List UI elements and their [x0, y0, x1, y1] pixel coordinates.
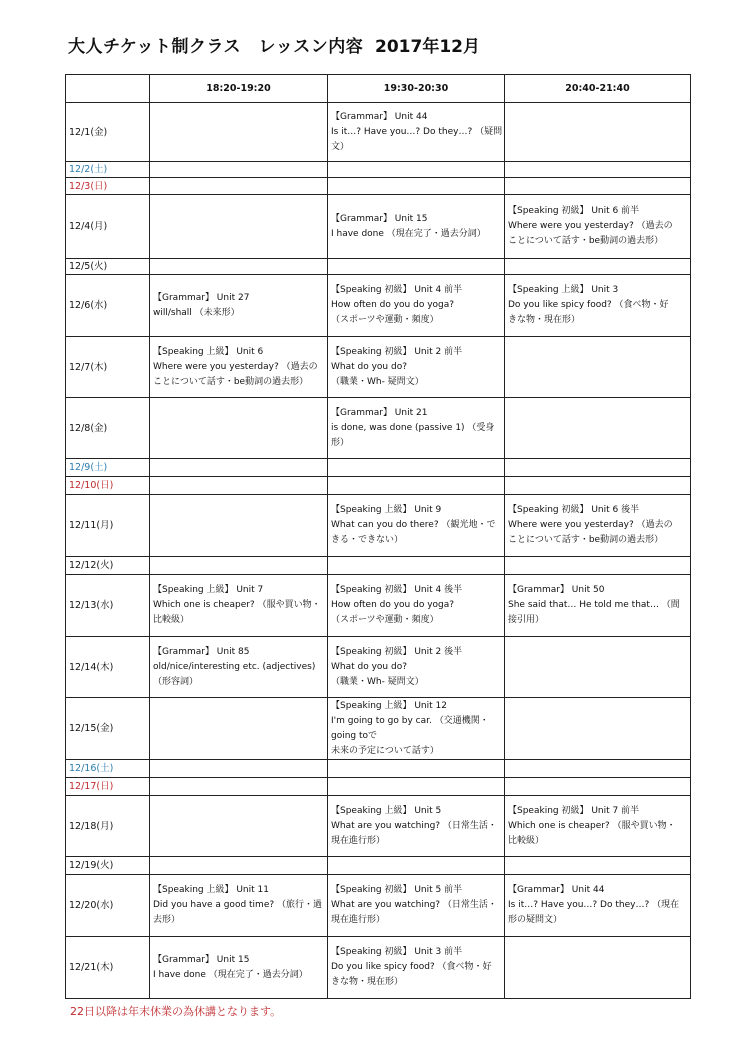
lesson-cell	[505, 337, 691, 398]
table-row	[66, 162, 691, 178]
lesson-cell	[505, 857, 691, 875]
lesson-detail: What are you watching? （日常生活・	[331, 900, 497, 910]
lesson-title: 【Grammar】 Unit 44	[331, 111, 428, 122]
lesson-cell	[328, 760, 505, 778]
lesson-cell	[150, 796, 328, 857]
holiday-notice: 22日以降は年末休業の為休講となります。	[70, 1005, 282, 1018]
lesson-title: 【Speaking 上級】 Unit 6	[153, 346, 264, 357]
date-cell: 12/4(月)	[66, 195, 150, 259]
lesson-detail: What do you do?	[331, 361, 407, 372]
date-cell: 12/6(水)	[66, 275, 150, 337]
lesson-cell	[505, 937, 691, 999]
lesson-cell	[505, 178, 691, 195]
lesson-title: 【Grammar】 Unit 44	[508, 885, 605, 895]
lesson-title: 【Speaking 初級】 Unit 6 前半	[508, 206, 640, 216]
lesson-title: 【Grammar】 Unit 15	[331, 213, 428, 224]
lesson-cell	[505, 495, 691, 557]
lesson-detail: is done, was done (passive 1) （受身	[331, 422, 495, 433]
lesson-detail: What do you do?	[331, 661, 407, 672]
lesson-cell	[150, 178, 328, 195]
lesson-title: 【Speaking 初級】 Unit 2 前半	[331, 346, 463, 357]
lesson-cell	[328, 495, 505, 557]
lesson-detail: （職業・Wh- 疑問文）	[331, 676, 424, 687]
lesson-title: 【Speaking 初級】 Unit 6 後半	[508, 505, 640, 515]
lesson-cell	[505, 875, 691, 937]
lesson-cell	[150, 698, 328, 760]
lesson-cell	[505, 575, 691, 637]
header-date	[66, 75, 150, 103]
lesson-cell	[328, 857, 505, 875]
lesson-detail: （形容詞）	[153, 676, 199, 687]
lesson-cell	[150, 495, 328, 557]
lesson-cell	[505, 698, 691, 760]
lesson-cell	[150, 477, 328, 495]
lesson-detail: Is it…? Have you…? Do they…? （現在	[508, 900, 680, 910]
lesson-cell	[150, 398, 328, 459]
lesson-cell	[150, 103, 328, 162]
lesson-cell	[328, 796, 505, 857]
lesson-title: 【Grammar】 Unit 15	[153, 954, 250, 965]
lesson-detail: What are you watching? （日常生活・	[331, 820, 497, 831]
lesson-title: 【Grammar】 Unit 21	[331, 407, 428, 418]
date-cell: 12/15(金)	[66, 698, 150, 760]
lesson-detail: I'm going to go by car. （交通機関・	[331, 715, 489, 726]
page-title: 大人チケット制クラス レッスン内容	[68, 37, 364, 57]
date-cell: 12/9(土)	[66, 459, 150, 477]
lesson-detail: Where were you yesterday? （過去の	[508, 221, 673, 231]
lesson-cell	[328, 778, 505, 796]
lesson-detail: ことについて話す・be動詞の過去形）	[153, 376, 309, 387]
lesson-title: 【Speaking 初級】 Unit 4 前半	[331, 285, 463, 295]
table-row	[66, 575, 691, 637]
date-cell: 12/21(木)	[66, 937, 150, 999]
table-row	[66, 937, 691, 999]
lesson-cell	[150, 857, 328, 875]
lesson-cell	[150, 195, 328, 259]
date-cell: 12/17(日)	[66, 778, 150, 796]
month-label: 2017年12月	[375, 37, 480, 57]
lesson-cell	[328, 103, 505, 162]
lesson-cell	[328, 195, 505, 259]
lesson-detail: I have done （現在完了・過去分詞）	[153, 969, 308, 980]
date-cell: 12/2(土)	[66, 162, 150, 178]
lesson-detail: 接引用）	[508, 615, 545, 625]
header-slot-1: 18:20-19:20	[150, 75, 328, 103]
header-row	[66, 75, 691, 103]
lesson-cell	[150, 760, 328, 778]
lesson-detail: Where were you yesterday? （過去の	[153, 361, 318, 372]
lesson-cell	[505, 459, 691, 477]
table-row	[66, 259, 691, 275]
lesson-detail: 比較級）	[153, 615, 190, 625]
lesson-title: 【Speaking 初級】 Unit 7 前半	[508, 805, 640, 816]
lesson-detail: （スポーツや運動・頻度）	[331, 315, 439, 325]
table-row	[66, 459, 691, 477]
lesson-detail: I have done （現在完了・過去分詞）	[331, 228, 486, 239]
header-slot-3: 20:40-21:40	[505, 75, 691, 103]
lesson-detail: ことについて話す・be動詞の過去形）	[508, 535, 664, 545]
lesson-cell	[505, 778, 691, 796]
lesson-detail: Did you have a good time? （旅行・過	[153, 900, 322, 910]
date-cell: 12/20(水)	[66, 875, 150, 937]
lesson-detail: How often do you do yoga?	[331, 300, 455, 310]
lesson-detail: What can you do there? （観光地・で	[331, 520, 496, 530]
lesson-cell	[328, 698, 505, 760]
table-row	[66, 760, 691, 778]
lesson-detail: （職業・Wh- 疑問文）	[331, 376, 424, 387]
table-row	[66, 796, 691, 857]
lesson-cell	[328, 477, 505, 495]
date-cell: 12/8(金)	[66, 398, 150, 459]
table-row	[66, 477, 691, 495]
lesson-cell	[150, 575, 328, 637]
table-row	[66, 495, 691, 557]
lesson-cell	[505, 637, 691, 698]
table-row	[66, 637, 691, 698]
lesson-schedule-table	[65, 74, 691, 999]
lesson-cell	[150, 937, 328, 999]
table-row	[66, 398, 691, 459]
lesson-cell	[505, 195, 691, 259]
table-row	[66, 178, 691, 195]
lesson-cell	[150, 637, 328, 698]
date-cell: 12/11(月)	[66, 495, 150, 557]
lesson-cell	[328, 575, 505, 637]
lesson-detail: Which one is cheaper? （服や買い物・	[508, 820, 676, 831]
lesson-detail: ことについて話す・be動詞の過去形）	[508, 236, 664, 246]
lesson-cell	[328, 275, 505, 337]
lesson-cell	[328, 398, 505, 459]
lesson-detail: きる・できない）	[331, 535, 404, 545]
lesson-cell	[150, 557, 328, 575]
lesson-cell	[328, 937, 505, 999]
lesson-detail: How often do you do yoga?	[331, 600, 455, 610]
lesson-detail: 形の疑問文）	[508, 915, 563, 925]
lesson-detail: 未来の予定について話す）	[331, 745, 439, 756]
date-cell: 12/7(木)	[66, 337, 150, 398]
lesson-title: 【Speaking 初級】 Unit 5 前半	[331, 885, 463, 895]
lesson-title: 【Grammar】 Unit 50	[508, 585, 605, 595]
lesson-detail: Which one is cheaper? （服や買い物・	[153, 600, 321, 610]
date-cell: 12/1(金)	[66, 103, 150, 162]
lesson-cell	[505, 796, 691, 857]
lesson-detail: She said that… He told me that… （間	[508, 600, 680, 610]
lesson-detail: Do you like spicy food? （食べ物・好	[508, 300, 669, 310]
header-slot-2: 19:30-20:30	[328, 75, 505, 103]
lesson-detail: Where were you yesterday? （過去の	[508, 520, 673, 530]
lesson-title: 【Speaking 上級】 Unit 9	[331, 505, 442, 515]
lesson-cell	[150, 778, 328, 796]
date-cell: 12/19(火)	[66, 857, 150, 875]
lesson-detail: きな物・現在形）	[331, 977, 404, 987]
lesson-title: 【Speaking 上級】 Unit 3	[508, 285, 619, 295]
table-row	[66, 875, 691, 937]
lesson-cell	[505, 477, 691, 495]
lesson-cell	[150, 875, 328, 937]
lesson-cell	[328, 337, 505, 398]
table-row	[66, 557, 691, 575]
date-cell: 12/14(木)	[66, 637, 150, 698]
table-row	[66, 195, 691, 259]
date-cell: 12/16(土)	[66, 760, 150, 778]
lesson-title: 【Speaking 初級】 Unit 2 後半	[331, 646, 463, 657]
lesson-cell	[150, 259, 328, 275]
lesson-detail: 比較級）	[508, 835, 545, 846]
table-row	[66, 857, 691, 875]
lesson-cell	[328, 557, 505, 575]
table-row	[66, 337, 691, 398]
lesson-cell	[505, 103, 691, 162]
table-row	[66, 275, 691, 337]
lesson-cell	[328, 875, 505, 937]
lesson-cell	[505, 557, 691, 575]
lesson-detail: きな物・現在形）	[508, 315, 581, 325]
lesson-cell	[505, 162, 691, 178]
date-cell: 12/10(日)	[66, 477, 150, 495]
table-row	[66, 698, 691, 760]
lesson-detail: （スポーツや運動・頻度）	[331, 615, 439, 625]
lesson-cell	[150, 162, 328, 178]
lesson-title: 【Speaking 上級】 Unit 12	[331, 700, 447, 711]
lesson-cell	[505, 275, 691, 337]
lesson-detail: 文）	[331, 141, 350, 152]
lesson-title: 【Speaking 初級】 Unit 3 前半	[331, 947, 463, 957]
lesson-detail: old/nice/interesting etc. (adjectives)	[153, 661, 316, 672]
lesson-cell	[505, 760, 691, 778]
lesson-title: 【Speaking 上級】 Unit 7	[153, 585, 264, 595]
lesson-cell	[150, 337, 328, 398]
date-cell: 12/18(月)	[66, 796, 150, 857]
lesson-detail: 形）	[331, 437, 350, 448]
date-cell: 12/12(火)	[66, 557, 150, 575]
lesson-cell	[328, 259, 505, 275]
lesson-cell	[328, 637, 505, 698]
lesson-cell	[328, 162, 505, 178]
date-cell: 12/13(水)	[66, 575, 150, 637]
table-row	[66, 778, 691, 796]
date-cell: 12/5(火)	[66, 259, 150, 275]
date-cell: 12/3(日)	[66, 178, 150, 195]
lesson-cell	[328, 178, 505, 195]
lesson-title: 【Grammar】 Unit 27	[153, 292, 250, 303]
lesson-title: 【Speaking 初級】 Unit 4 後半	[331, 585, 463, 595]
lesson-cell	[150, 275, 328, 337]
lesson-detail: 去形）	[153, 915, 181, 925]
lesson-cell	[505, 398, 691, 459]
lesson-detail: Do you like spicy food? （食べ物・好	[331, 962, 492, 972]
lesson-detail: 現在進行形）	[331, 915, 386, 925]
lesson-detail: 現在進行形）	[331, 835, 386, 846]
lesson-detail: going toで	[331, 730, 378, 741]
lesson-cell	[505, 259, 691, 275]
lesson-title: 【Grammar】 Unit 85	[153, 646, 250, 657]
lesson-title: 【Speaking 上級】 Unit 5	[331, 805, 442, 816]
lesson-title: 【Speaking 上級】 Unit 11	[153, 885, 269, 895]
lesson-cell	[150, 459, 328, 477]
table-row	[66, 103, 691, 162]
lesson-detail: Is it…? Have you…? Do they…? （疑問	[331, 126, 503, 137]
lesson-detail: will/shall （未来形）	[153, 307, 240, 318]
lesson-cell	[328, 459, 505, 477]
